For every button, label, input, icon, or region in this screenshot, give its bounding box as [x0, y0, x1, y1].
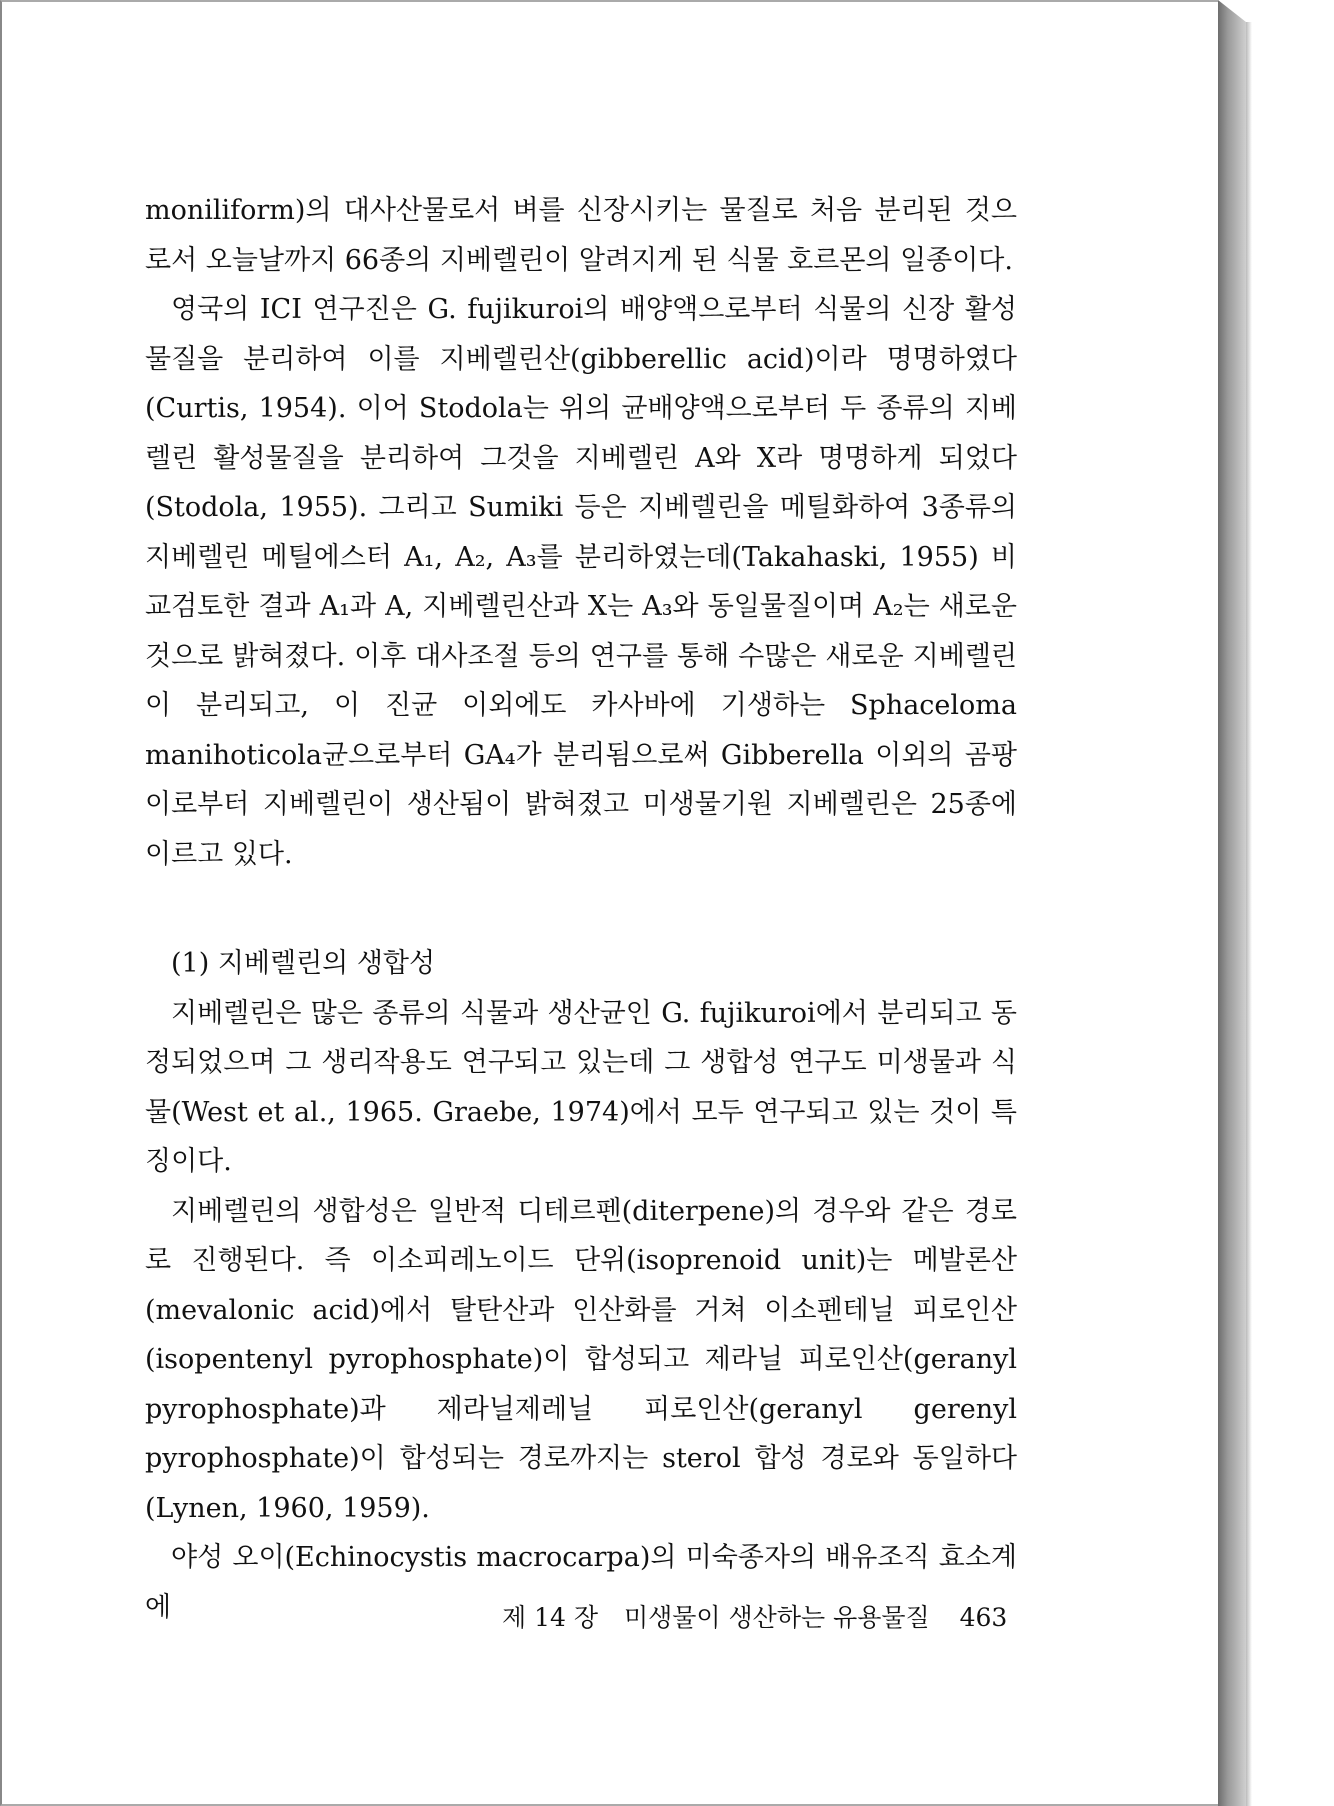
paragraph-biosynthesis-overview: 지베렐린은 많은 종류의 식물과 생산균인 G. fujikuroi에서 분리되고 동정되었으며 그 생리작용도 연구되고 있는데 그 생합성 연구도 미생물과 식물(West et al., 1965. Graebe, 1974)에서 모두 연구되고 있는 것이 특징이다. — [145, 997, 1017, 1177]
page-number: 463 — [959, 1603, 1008, 1632]
paragraph-echinocystis: 야성 오이(Echinocystis macrocarpa)의 미숙종자의 배유조직 효소계에 — [145, 1542, 1017, 1623]
page-stack-edge — [1218, 0, 1246, 1806]
page-body — [145, 186, 1017, 1632]
page-footer — [502, 1598, 1008, 1634]
paragraph-biosynthesis-pathway: 지베렐린의 생합성은 일반적 디테르펜(diterpene)의 경우와 같은 경로로 진행된다. 즉 이소피레노이드 단위(isoprenoid unit)는 메발론산(mevalonic acid)에서 탈탄산과 인산화를 거쳐 이소펜테닐 피로인산(isopentenyl pyrophosphate)이 합성되고 제라닐 피로인산(geranyl pyrophosphate)과 제라닐제레닐 피로인산(geranyl gerenyl pyrophosphate)이 합성되는 경로까지는 sterol 합성 경로와 동일하다(Lynen, 1960, 1959). — [145, 1195, 1017, 1524]
paragraph-gibberellin-intro: moniliform)의 대사산물로서 벼를 신장시키는 물질로 처음 분리된 것으로서 오늘날까지 66종의 지베렐린이 알려지게 된 식물 호르몬의 일종이다. — [145, 195, 1017, 276]
footer-chapter-title: 미생물이 생산하는 유용물질 — [623, 1603, 930, 1632]
paragraph-gibberellin-history: 영국의 ICI 연구진은 G. fujikuroi의 배양액으로부터 식물의 신장 활성물질을 분리하여 이를 지베렐린산(gibberellic acid)이라 명명하였다(Curtis, 1954). 이어 Stodola는 위의 균배양액으로부터 두 종류의 지베렐린 활성물질을 분리하여 그것을 지베렐린 A와 X라 명명하게 되었다(Stodola, 1955). 그리고 Sumiki 등은 지베렐린을 메틸화하여 3종류의 지베렐린 메틸에스터 A₁, A₂, A₃를 분리하였는데(Takahaski, 1955) 비교검토한 결과 A₁과 A, 지베렐린산과 X는 A₃와 동일물질이며 A₂는 새로운 것으로 밝혀졌다. 이후 대사조절 등의 연구를 통해 수많은 새로운 지베렐린이 분리되고, 이 진균 이외에도 카사바에 기생하는 Sphaceloma manihoticola균으로부터 GA₄가 분리됨으로써 Gibberella 이외의 곰팡이로부터 지베렐린이 생산됨이 밝혀졌고 미생물기원 지베렐린은 25종에 이르고 있다. — [145, 294, 1017, 870]
footer-chapter: 제 14 장 — [502, 1603, 599, 1632]
page-edge-shadow — [1246, 22, 1252, 1806]
section-heading: (1) 지베렐린의 생합성 — [171, 948, 436, 979]
